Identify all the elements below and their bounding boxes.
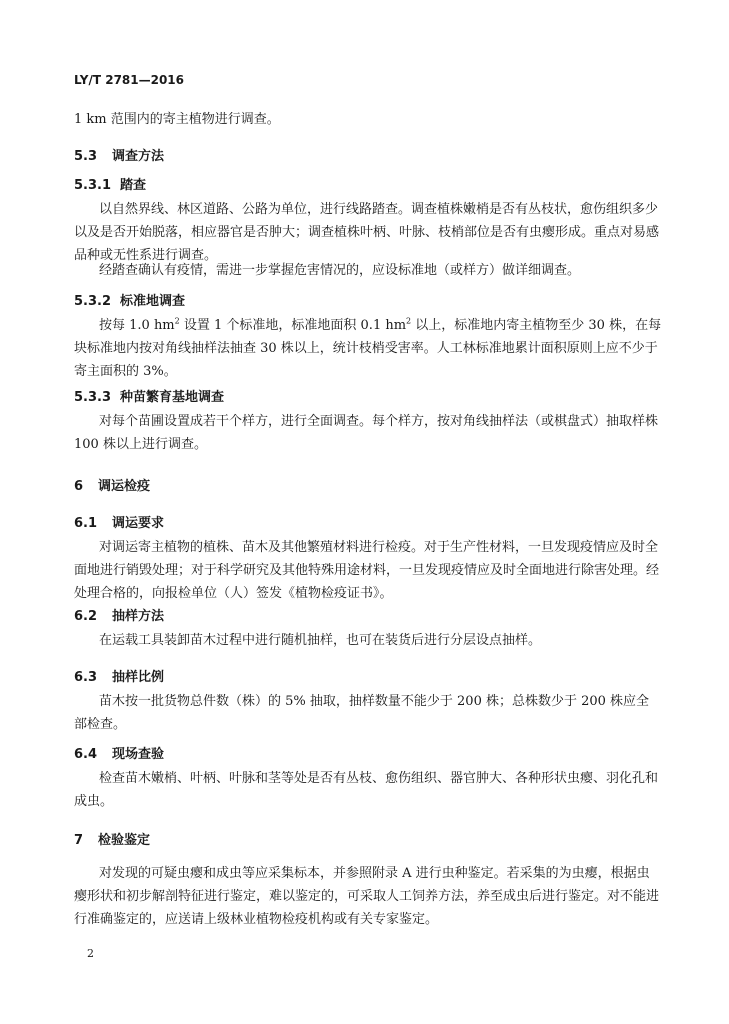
heading-number: 6.3 <box>74 670 98 685</box>
paragraph-6-3: 苗木按一批货物总件数（株）的 5% 抽取，抽样数量不能少于 200 株；总株数少于 200 株应全部检查。 <box>74 694 650 732</box>
page-number: 2 <box>87 947 94 960</box>
heading-number: 6 <box>74 479 84 494</box>
superscript: 2 <box>406 316 412 326</box>
standard-code: LY/T 2781—2016 <box>74 73 185 87</box>
paragraph-7: 对发现的可疑虫瘿和成虫等应采集标本，并参照附录 A 进行虫种鉴定。若采集的为虫瘿，根据虫瘿形状和初步解剖特征进行鉴定，难以鉴定的，可采取人工饲养方法，养至成虫后进行鉴定。对不能进行准确鉴定的，应送请上级林业植物检疫机构或有关专家鉴定。 <box>74 866 660 927</box>
paragraph-5-3-1-a: 以自然界线、林区道路、公路为单位，进行线路踏查。调查植株嫩梢是否有丛枝状，愈伤组织多少以及是否开始脱落，相应器官是否肿大；调查植株叶柄、叶脉、枝梢部位是否有虫瘿形成。重点对易感品种或无性系进行调查。 <box>74 202 660 263</box>
paragraph-5-3-3: 对每个苗圃设置成若干个样方，进行全面调查。每个样方，按对角线抽样法（或棋盘式）抽取样株 100 株以上进行调查。 <box>74 414 659 452</box>
heading-title: 种苗繁育基地调查 <box>120 390 225 405</box>
text-part: 以上，标准地内寄主植物至少 30 株，在每块标准地内按对角线抽样法抽查 30 株以上，统计枝梢受害率。人工林标准地累计面积原则上应不少于寄主面积的 3%。 <box>74 318 662 379</box>
heading-number: 5.3.1 <box>74 178 112 193</box>
heading-number: 5.3.2 <box>74 294 112 309</box>
heading-5-3-1 <box>74 174 146 193</box>
heading-title: 调运要求 <box>112 516 165 531</box>
heading-title: 检验鉴定 <box>98 833 151 848</box>
heading-6-3 <box>74 666 164 685</box>
heading-number: 6.2 <box>74 609 98 624</box>
heading-number: 5.3 <box>74 149 98 164</box>
heading-6-1 <box>74 512 164 531</box>
heading-7 <box>74 829 150 848</box>
heading-title: 调查方法 <box>112 149 165 164</box>
paragraph-6-1: 对调运寄主植物的植株、苗木及其他繁殖材料进行检疫。对于生产性材料，一旦发现疫情应及时全面地进行销毁处理；对于科学研究及其他特殊用途材料，一旦发现疫情应及时全面地进行除害处理。经处理合格的，向报检单位（人）签发《植物检疫证书》。 <box>74 540 660 601</box>
heading-title: 调运检疫 <box>98 479 151 494</box>
text-part: 设置 1 个标准地，标准地面积 0.1 hm <box>179 318 407 333</box>
paragraph-6-4: 检查苗木嫩梢、叶柄、叶脉和茎等处是否有丛枝、愈伤组织、器官肿大、各种形状虫瘿、羽化孔和成虫。 <box>74 771 659 809</box>
heading-title: 标准地调查 <box>120 294 186 309</box>
heading-title: 抽样比例 <box>112 670 165 685</box>
paragraph-intro: 1 km 范围内的寄主植物进行调查。 <box>74 112 280 127</box>
heading-number: 5.3.3 <box>74 390 112 405</box>
heading-6 <box>74 475 150 494</box>
paragraph-5-3-2 <box>74 314 662 383</box>
heading-number: 7 <box>74 833 84 848</box>
heading-number: 6.1 <box>74 516 98 531</box>
paragraph-5-3-1-b: 经踏查确认有疫情，需进一步掌握危害情况的，应设标准地（或样方）做详细调查。 <box>99 263 581 278</box>
heading-6-2 <box>74 605 164 624</box>
heading-number: 6.4 <box>74 747 98 762</box>
superscript: 2 <box>174 316 180 326</box>
heading-title: 现场查验 <box>112 747 165 762</box>
paragraph-6-2: 在运载工具装卸苗木过程中进行随机抽样，也可在装货后进行分层设点抽样。 <box>99 633 542 648</box>
heading-5-3-2 <box>74 290 185 309</box>
heading-title: 踏查 <box>120 178 147 193</box>
text-part: 按每 1.0 hm <box>99 318 175 333</box>
heading-title: 抽样方法 <box>112 609 165 624</box>
heading-5-3-3 <box>74 386 224 405</box>
heading-6-4 <box>74 743 164 762</box>
heading-5-3 <box>74 145 164 164</box>
